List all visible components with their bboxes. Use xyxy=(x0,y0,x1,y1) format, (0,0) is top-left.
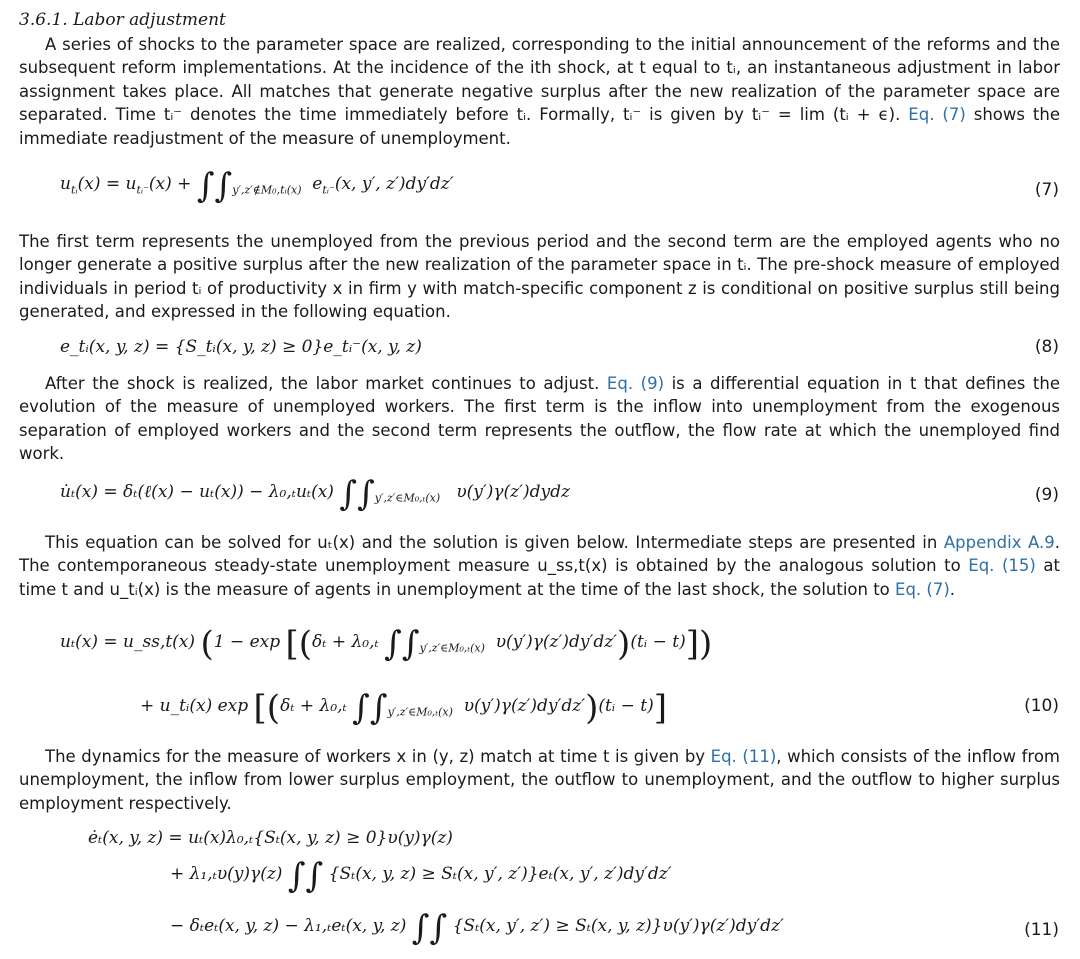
appendix-link[interactable]: Appendix A.9 xyxy=(943,533,1055,552)
paragraph-after-shock-pre: After the shock is realized, the labor market continues to adjust. xyxy=(45,374,607,393)
eq10-number: (10) xyxy=(1024,696,1059,716)
paragraph-first-term: The first term represents the unemployed from the previous period and the second term are the employed agents who no longer generate a positive surplus after the new realization of the parameter space in tᵢ. The pre-shock measure of employed individuals in period tᵢ of productivity x in firm y with match-specific component z is conditional on positive surplus still being generated, and expressed in the following equation. xyxy=(19,232,1060,322)
paragraph-after-shock-post: is a differential equation in t that defines the evolution of the measure of unemployed workers. The first term is the inflow into unemployment from the exogenous separation of employed workers and the second term represents the outflow, the flow rate at which the unemployed find work. xyxy=(19,374,1060,464)
eq9-integrand: υ(y′)γ(z′)dydz xyxy=(456,482,570,502)
eq11-link[interactable]: Eq. (11) xyxy=(710,747,777,766)
eq10-limits-1: y′,z′∈M₀,ₜ(x) xyxy=(419,641,485,655)
eq11-line2-post: {Sₜ(x, y, z) ≥ Sₜ(x, y′, z′)}eₜ(x, y′, z′)dy′dz′ xyxy=(328,864,672,884)
paragraph-dynamics-post: , which consists of the inflow from unemployment, the inflow from lower surplus employment, the outflow to unemployment, and the outflow to higher surplus employment respectively. xyxy=(19,747,1060,813)
eq10-tail-2: (tᵢ − t) xyxy=(598,696,654,716)
eq10-tail-1: (tᵢ − t) xyxy=(630,632,686,652)
eq11-line2-pre: + λ₁,ₜυ(y)γ(z) xyxy=(170,864,283,884)
eq15-link[interactable]: Eq. (15) xyxy=(968,556,1036,576)
eq10-integrand-2: υ(y′)γ(z′)dy′dz′ xyxy=(463,696,586,716)
eq7-lhs-sub: tᵢ xyxy=(70,183,78,197)
eq7-link-2[interactable]: Eq. (7) xyxy=(895,579,950,599)
eq7-integral: ∫∫ xyxy=(196,166,233,206)
eq10-limits-2: y′,z′∈M₀,ₜ(x) xyxy=(387,705,453,719)
eq9-number: (9) xyxy=(1034,485,1059,505)
eq10-close-1: ) xyxy=(617,624,631,664)
eq7-link[interactable]: Eq. (7) xyxy=(908,105,966,125)
eq10-close-2: ) xyxy=(585,688,599,728)
eq7-body1-sub: tᵢ⁻ xyxy=(136,183,149,197)
eq11-integral-3: ∫∫ xyxy=(411,908,448,948)
paragraph-intro-tail: shows the immediate readjustment of the measure of unemployment. xyxy=(19,105,1061,148)
paragraph-after-shock xyxy=(19,372,1060,466)
eq9-link[interactable]: Eq. (9) xyxy=(606,374,665,393)
equation-11-line-2 xyxy=(170,856,672,896)
eq10-exp-1: 1 − exp xyxy=(213,632,281,652)
eq9-text: u̇ₜ(x) = δₜ(ℓ(x) − uₜ(x)) − λ₀,ₜuₜ(x) xyxy=(60,482,334,502)
eq11-line3-post: {Sₜ(x, y′, z′) ≥ Sₜ(x, y, z)}υ(y′)γ(z′)dy′dz′ xyxy=(452,916,784,936)
paragraph-solution-mid2: at time t and u_tᵢ(x) is the measure of agents in unemployment at the time of the last shock, the solution to xyxy=(19,556,1061,599)
eq8-number: (8) xyxy=(1034,337,1059,357)
equation-11-line-1: ėₜ(x, y, z) = uₜ(x)λ₀,ₜ{Sₜ(x, y, z) ≥ 0}υ(y)γ(z) xyxy=(88,828,453,848)
eq10-close-bracket-2: ] xyxy=(653,688,668,728)
equation-10-line-1 xyxy=(60,624,713,664)
eq7-lhs: u xyxy=(60,174,71,194)
eq11-integral-2: ∫∫ xyxy=(287,856,324,896)
eq10-integrand-1: υ(y′)γ(z′)dy′dz′ xyxy=(495,632,618,652)
eq10-open-paren: ( xyxy=(200,624,214,664)
eq9-limits: y′,z′∈M₀,ₜ(x) xyxy=(374,491,441,505)
eq7-integrand-sub: tᵢ⁻ xyxy=(322,183,335,197)
eq10-lhs: uₜ(x) = u_ss,t(x) xyxy=(60,632,196,652)
eq11-number: (11) xyxy=(1024,920,1059,940)
eq7-limits: y′,z′∉M₀,tᵢ(x) xyxy=(232,183,302,197)
paragraph-solution-post: . xyxy=(949,579,956,599)
eq7-body2: (x) + xyxy=(148,174,192,194)
equation-10-line-2 xyxy=(140,688,668,728)
eq10-open-bracket: [( xyxy=(285,624,313,664)
equation-7 xyxy=(60,166,454,206)
paragraph-dynamics-pre: The dynamics for the measure of workers x in (y, z) match at time t is given by xyxy=(45,747,711,766)
eq10-integral-2: ∫∫ xyxy=(352,688,388,728)
paragraph-solution-pre: This equation can be solved for uₜ(x) and the solution is given below. Intermediate steps are presented in xyxy=(45,533,944,552)
eq7-integrand: e xyxy=(312,174,323,194)
eq10-line2-lhs: + u_tᵢ(x) exp xyxy=(140,696,249,716)
section-heading: 3.6.1. Labor adjustment xyxy=(19,10,226,30)
paragraph-solution xyxy=(19,531,1060,601)
eq7-integrand-rest: (x, y′, z′)dy′dz′ xyxy=(334,174,454,194)
equation-9 xyxy=(60,474,570,514)
eq10-rate-1: δₜ + λ₀,ₜ xyxy=(312,632,379,652)
eq9-integral: ∫∫ xyxy=(339,474,375,514)
eq11-line3-pre: − δₜeₜ(x, y, z) − λ₁,ₜeₜ(x, y, z) xyxy=(170,916,407,936)
eq7-number: (7) xyxy=(1034,180,1059,200)
eq10-close-bracket-1: ]) xyxy=(685,624,713,664)
equation-11-line-3 xyxy=(170,908,784,948)
eq10-rate-2: δₜ + λ₀,ₜ xyxy=(280,696,347,716)
eq10-open-bracket-2: [( xyxy=(253,688,281,728)
eq10-integral-1: ∫∫ xyxy=(384,624,420,664)
equation-8: e_tᵢ(x, y, z) = {S_tᵢ(x, y, z) ≥ 0}e_tᵢ⁻(x, y, z) xyxy=(60,337,422,357)
paragraph-intro xyxy=(19,33,1060,150)
eq7-body1: (x) = u xyxy=(77,174,137,194)
paragraph-solution-mid1: . The contemporaneous steady-state unemployment measure u_ss,t(x) is obtained by the analogous solution to xyxy=(19,533,1061,576)
paragraph-intro-text: A series of shocks to the parameter space are realized, corresponding to the initial announcement of the reforms and the subsequent reform implementations. At the incidence of the ith shock, at t equal to tᵢ, an instantaneous adjustment in labor assignment takes place. All matches that generate negative surplus after the new realization of the parameter space are separated. Time tᵢ⁻ denotes the time immediately before tᵢ. Formally, tᵢ⁻ is given by tᵢ⁻ = lim (tᵢ + ϵ). xyxy=(19,35,1060,125)
paragraph-dynamics xyxy=(19,745,1060,815)
